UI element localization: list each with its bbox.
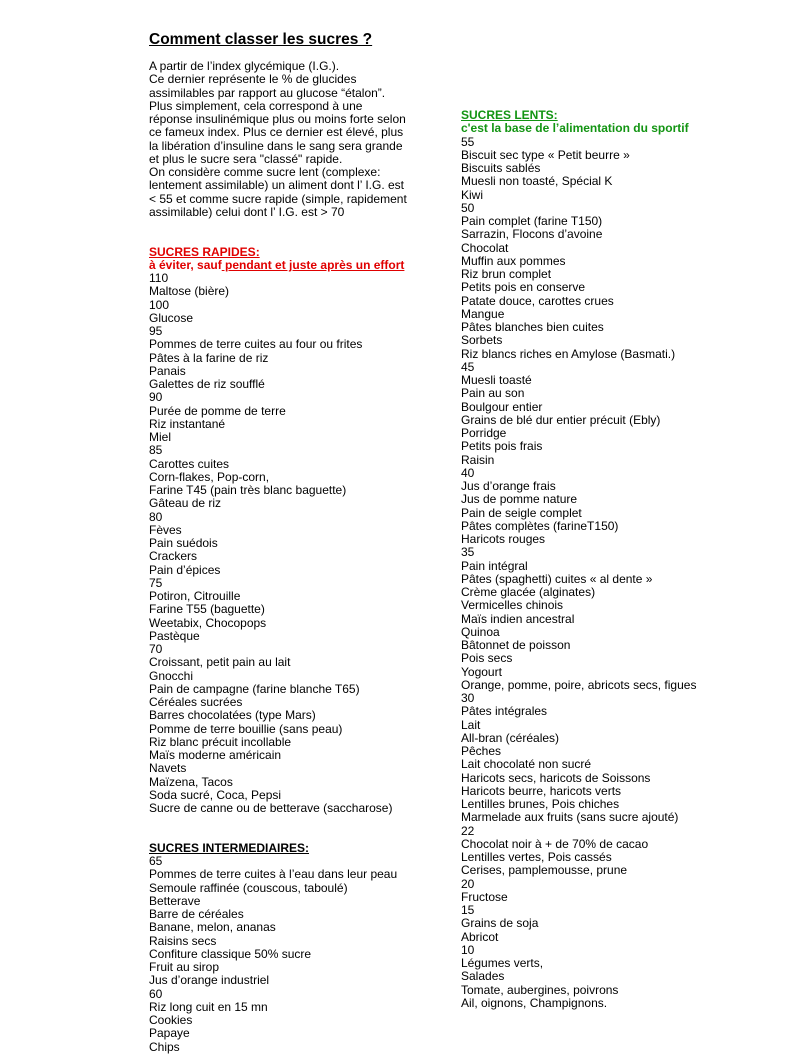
list-item: Pain intégral (461, 558, 528, 573)
list-item: Maïs indien ancestral (461, 611, 575, 626)
list-item: Orange, pomme, poire, abricots secs, figues (461, 677, 697, 692)
intro-line: la libération d’insuline dans le sang sera grande (149, 138, 403, 153)
list-item: Patate douce, carottes crues (461, 293, 614, 308)
list-item: Farine T55 (baguette) (149, 602, 265, 617)
list-item: Panais (149, 363, 186, 378)
list-item: Yogourt (461, 664, 502, 679)
list-item: Banane, melon, ananas (149, 920, 276, 935)
rapides-list (149, 272, 409, 815)
list-item: Haricots secs, haricots de Soissons (461, 770, 651, 785)
list-item: Céréales sucrées (149, 695, 243, 709)
list-item: Lentilles brunes, Pois chiches (461, 797, 620, 811)
intro-line: lentement assimilable) un aliment dont l’ I.G. est (149, 178, 405, 193)
list-item: Jus d’orange industriel (149, 973, 270, 988)
list-item: Sucre de canne ou de betterave (saccharose) (149, 801, 393, 815)
list-item: Muesli non toasté, Spécial K (461, 174, 613, 189)
left-column (149, 60, 409, 1054)
intro-line: assimilable) celui dont l’ I.G. est > 70 (149, 204, 345, 219)
list-item: 90 (149, 390, 163, 405)
list-item: 110 (149, 271, 169, 285)
list-item: Petits pois en conserve (461, 280, 586, 295)
page-title: Comment classer les sucres ? (149, 31, 373, 48)
list-item: Légumes verts, (461, 956, 544, 970)
intro-line: assimilables par rapport au glucose “étalon”. (149, 85, 386, 100)
intro-line: On considère comme sucre lent (complexe: (149, 165, 381, 179)
list-item: Pommes de terre cuites à l’eau dans leur peau (149, 867, 398, 882)
list-item: Lait (461, 717, 481, 732)
list-item: Riz blancs riches en Amylose (Basmati.) (461, 346, 676, 361)
list-item: Boulgour entier (461, 399, 543, 414)
list-item: Jus de pomme nature (461, 492, 578, 507)
list-item: Carottes cuites (149, 456, 230, 471)
list-item: Crème glacée (alginates) (461, 585, 596, 599)
list-item: Miel (149, 430, 172, 444)
list-item: Navets (149, 761, 187, 776)
list-item: Maltose (bière) (149, 284, 230, 299)
list-item: 50 (461, 200, 475, 215)
right-column (461, 109, 761, 1010)
list-item: Chocolat noir à + de 70% de cacao (461, 836, 649, 851)
list-item: Salades (461, 969, 505, 984)
list-item: Marmelade aux fruits (sans sucre ajouté) (461, 810, 679, 825)
list-item: 70 (149, 642, 163, 656)
list-item: Fèves (149, 522, 182, 537)
list-item: Biscuits sablés (461, 161, 541, 175)
list-item: Purée de pomme de terre (149, 403, 286, 418)
list-item: Chocolat (461, 240, 509, 255)
list-item: Ail, oignons, Champignons. (461, 995, 608, 1010)
list-item: 35 (461, 545, 475, 560)
list-item: 75 (149, 575, 163, 590)
list-item: Raisins secs (149, 933, 217, 948)
list-item: All-bran (céréales) (461, 730, 560, 745)
list-item: Galettes de riz soufflé (149, 377, 265, 391)
list-item: 100 (149, 297, 170, 312)
list-item: Pain d’épices (149, 562, 221, 577)
list-item: Glucose (149, 310, 194, 325)
list-item: 55 (461, 134, 475, 149)
list-item: Corn-flakes, Pop-corn, (149, 469, 270, 484)
list-item: Pain de campagne (farine blanche T65) (149, 681, 360, 696)
list-item: Barres chocolatées (type Mars) (149, 708, 316, 723)
list-item: 60 (149, 986, 163, 1001)
list-item: Pain complet (farine T150) (461, 214, 603, 228)
list-item: Pâtes (spaghetti) cuites « al dente » (461, 571, 653, 586)
lents-subheader: c'est la base de l’alimentation du sportif (461, 121, 689, 136)
list-item: Petits pois frais (461, 439, 543, 454)
list-item: Grains de blé dur entier précuit (Ebly) (461, 412, 661, 427)
list-item: Farine T45 (pain très blanc baguette) (149, 483, 347, 497)
lents-header: SUCRES LENTS: (461, 108, 558, 122)
list-item: Pain suédois (149, 536, 218, 550)
list-item: Soda sucré, Coca, Pepsi (149, 787, 282, 802)
list-item: Potiron, Citrouille (149, 589, 241, 603)
list-item: 22 (461, 823, 475, 838)
list-item: Gnocchi (149, 668, 194, 683)
list-item: 80 (149, 509, 163, 524)
rapides-subheader-part2: pendant et juste après un effort (221, 257, 405, 272)
list-item: Sarrazin, Flocons d’avoine (461, 227, 603, 242)
list-item: 40 (461, 465, 475, 480)
list-item: Gâteau de riz (149, 496, 222, 511)
list-item: 30 (461, 691, 475, 705)
list-item: Fructose (461, 889, 508, 904)
list-item: Haricots beurre, haricots verts (461, 783, 622, 798)
list-item: Pâtes à la farine de riz (149, 350, 269, 365)
list-item: Pastèque (149, 628, 200, 643)
rapides-subheader (149, 259, 409, 272)
list-item: Maïzena, Tacos (149, 774, 233, 789)
list-item: Maïs moderne américain (149, 748, 282, 762)
list-item: Pâtes complètes (farineT150) (461, 518, 619, 533)
list-item: Pomme de terre bouillie (sans peau) (149, 721, 343, 736)
list-item: Quinoa (461, 624, 500, 639)
list-item: Riz instantané (149, 416, 226, 431)
list-item: Sorbets (461, 333, 503, 348)
list-item: Lentilles vertes, Pois cassés (461, 850, 612, 864)
list-item: Riz blanc précuit incollable (149, 734, 292, 749)
list-item: Muffin aux pommes (461, 253, 566, 268)
list-item: Haricots rouges (461, 532, 546, 546)
list-item: Cerises, pamplemousse, prune (461, 863, 628, 878)
list-item: Lait chocolaté non sucré (461, 757, 592, 772)
list-item: Papaye (149, 1026, 190, 1041)
intro-line: Plus simplement, cela correspond à une (149, 98, 363, 113)
list-item: Pois secs (461, 651, 513, 666)
list-item: Raisin (461, 452, 495, 467)
list-item: Cookies (149, 1013, 193, 1027)
list-item: Tomate, aubergines, poivrons (461, 982, 619, 997)
list-item: Mangue (461, 306, 505, 321)
list-item: Crackers (149, 549, 198, 564)
list-item: Barre de céréales (149, 907, 244, 921)
intro-line: Ce dernier représente le % de glucides (149, 72, 357, 87)
intro-line: et plus le sucre sera "classé" rapide. (149, 151, 343, 166)
list-item: Kiwi (461, 187, 484, 202)
lents-list (461, 136, 761, 1011)
list-item: 20 (461, 876, 475, 891)
intro-line: < 55 et comme sucre rapide (simple, rapidement (149, 191, 407, 206)
list-item: Betterave (149, 893, 201, 908)
list-item: 45 (461, 359, 475, 374)
intro-line: réponse insulinémique plus ou moins forte selon (149, 112, 406, 126)
list-item: Vermicelles chinois (461, 598, 564, 613)
list-item: 10 (461, 942, 475, 957)
list-item: Pêches (461, 744, 502, 758)
list-item: Porridge (461, 426, 507, 440)
list-item: Abricot (461, 929, 499, 944)
list-item: 15 (461, 903, 475, 917)
list-item: Weetabix, Chocopops (149, 615, 267, 630)
intro-paragraph (149, 60, 409, 219)
rapides-header: SUCRES RAPIDES: (149, 244, 260, 259)
intermediaires-header: SUCRES INTERMEDIAIRES: (149, 840, 310, 855)
list-item: Croissant, petit pain au lait (149, 655, 291, 670)
list-item: Pain de seigle complet (461, 505, 582, 520)
list-item: Chips (149, 1039, 180, 1054)
list-item: Confiture classique 50% sucre (149, 946, 312, 961)
list-item: Fruit au sirop (149, 960, 220, 974)
list-item: Riz long cuit en 15 mn (149, 999, 268, 1014)
rapides-subheader-part1: à éviter, sauf (149, 257, 222, 272)
list-item: 95 (149, 324, 163, 338)
list-item: Pommes de terre cuites au four ou frites (149, 337, 363, 352)
list-item: Pâtes blanches bien cuites (461, 320, 604, 334)
list-item: Bâtonnet de poisson (461, 638, 571, 652)
intro-line: A partir de l’index glycémique (I.G.). (149, 59, 340, 73)
list-item: Pain au son (461, 386, 525, 401)
list-item: Grains de soja (461, 916, 539, 931)
list-item: Semoule raffinée (couscous, taboulé) (149, 880, 348, 895)
list-item: Jus d’orange frais (461, 479, 556, 493)
list-item: Riz brun complet (461, 267, 552, 281)
list-item: Pâtes intégrales (461, 704, 548, 719)
list-item: Muesli toasté (461, 373, 532, 387)
list-item: 65 (149, 854, 163, 868)
list-item: Biscuit sec type « Petit beurre » (461, 147, 630, 162)
intro-line: ce fameux index. Plus ce dernier est élevé, plus (149, 125, 404, 140)
list-item: 85 (149, 443, 163, 458)
